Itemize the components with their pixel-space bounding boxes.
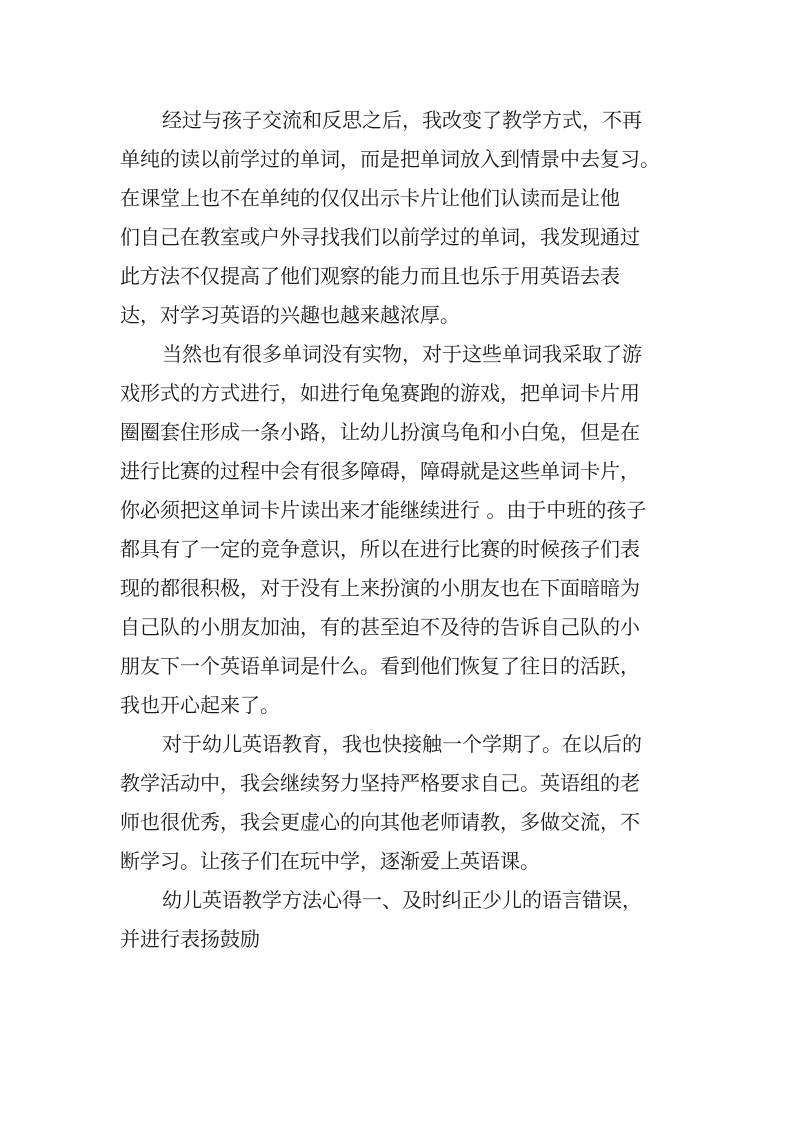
text-line: 戏形式的方式进行，如进行龟兔赛跑的游戏，把单词卡片用: [120, 381, 640, 405]
text-line: 达，对学习英语的兴趣也越来越浓厚。: [120, 303, 460, 327]
text-line: 经过与孩子交流和反思之后，我改变了教学方式，不再: [162, 108, 642, 132]
text-line: 自己队的小朋友加油，有的甚至迫不及待的告诉自己队的小: [120, 615, 640, 639]
text-line: 并进行表扬鼓励: [120, 927, 260, 951]
text-line: 在课堂上也不在单纯的仅仅出示卡片让他们认读而是让他: [120, 186, 620, 210]
text-line: 幼儿英语教学方法心得一、及时纠正少儿的语言错误，: [162, 888, 642, 912]
text-line: 进行比赛的过程中会有很多障碍，障碍就是这些单词卡片，: [120, 459, 640, 483]
text-line: 们自己在教室或户外寻找我们以前学过的单词，我发现通过: [120, 225, 640, 249]
text-line: 单纯的读以前学过的单词，而是把单词放入到情景中去复习。: [120, 147, 660, 171]
text-line: 教学活动中，我会继续努力坚持严格要求自己。英语组的老: [120, 771, 640, 795]
text-line: 你必须把这单词卡片读出来才能继续进行 。由于中班的孩子: [120, 498, 647, 522]
text-line: 断学习。让孩子们在玩中学，逐渐爱上英语课。: [120, 849, 540, 873]
text-line: 现的都很积极，对于没有上来扮演的小朋友也在下面暗暗为: [120, 576, 640, 600]
text-line: 圈圈套住形成一条小路，让幼儿扮演乌龟和小白兔，但是在: [120, 420, 640, 444]
text-line: 我也开心起来了。: [120, 693, 280, 717]
text-line: 此方法不仅提高了他们观察的能力而且也乐于用英语去表: [120, 264, 620, 288]
text-line: 朋友下一个英语单词是什么。看到他们恢复了往日的活跃，: [120, 654, 640, 678]
text-line: 师也很优秀，我会更虚心的向其他老师请教，多做交流，不: [120, 810, 640, 834]
text-line: 对于幼儿英语教育，我也快接触一个学期了。在以后的: [162, 732, 642, 756]
text-line: 都具有了一定的竞争意识，所以在进行比赛的时候孩子们表: [120, 537, 640, 561]
text-line: 当然也有很多单词没有实物，对于这些单词我采取了游: [162, 342, 642, 366]
